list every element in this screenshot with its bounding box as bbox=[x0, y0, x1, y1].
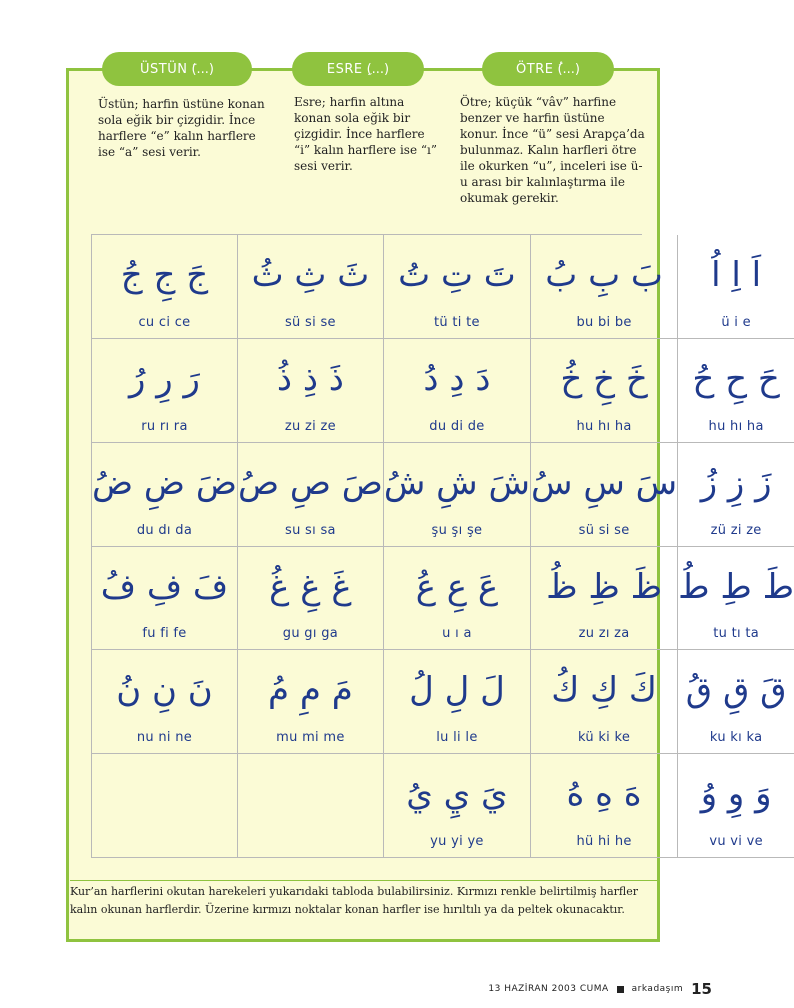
harf-cell bbox=[91, 754, 238, 858]
harf-cell bbox=[678, 339, 794, 443]
arabic-letters: جَ جِ جُ bbox=[120, 255, 209, 295]
footnote: Kur’an harflerini okutan harekeleri yukarıdaki tabloda bulabilirsiniz. Kırmızı renkle belirtilmiş harfler kalın okunan harflerdir. Üzerine kırmızı noktalar konan harfler ise hırıltılı ya da peltek okunacaktır. bbox=[70, 880, 658, 919]
harf-cell bbox=[384, 547, 531, 651]
arabic-letters: خَ خِ خُ bbox=[560, 358, 648, 399]
latin-reading: lu li le bbox=[436, 730, 478, 746]
arabic-letters: ذَ ذِ ذُ bbox=[276, 358, 344, 399]
arabic-letters: شَ شِ شُ bbox=[383, 462, 531, 503]
harf-cell bbox=[238, 754, 384, 858]
page-footer bbox=[488, 980, 712, 998]
harf-cell bbox=[238, 547, 384, 651]
arabic-letters: ظَ ظِ ظُ bbox=[546, 566, 663, 607]
otre-label: ÖTRE bbox=[516, 61, 554, 77]
harf-cell bbox=[678, 443, 794, 547]
latin-reading: ru rı ra bbox=[141, 418, 188, 434]
harf-cell bbox=[91, 443, 238, 547]
harf-cell bbox=[531, 547, 678, 651]
arabic-letters: صَ صِ صُ bbox=[237, 462, 383, 503]
arabic-letters: يَ يِ يُ bbox=[406, 774, 508, 815]
arabic-letters: تَ تِ تُ bbox=[398, 255, 516, 295]
harf-table bbox=[91, 234, 794, 858]
harf-cell bbox=[678, 650, 794, 754]
arabic-letters: نَ نِ نُ bbox=[116, 670, 213, 711]
latin-reading: tu tı ta bbox=[713, 626, 760, 642]
arabic-letters: مَ مِ مُ bbox=[268, 670, 353, 711]
arabic-letters: كَ كِ كُ bbox=[551, 670, 657, 711]
latin-reading: cu ci ce bbox=[138, 314, 191, 330]
latin-reading: kü ki ke bbox=[577, 730, 631, 746]
latin-reading: nu ni ne bbox=[136, 730, 193, 746]
harf-cell bbox=[91, 547, 238, 651]
latin-reading: du di de bbox=[429, 418, 485, 434]
harf-cell bbox=[384, 754, 531, 858]
otre-header bbox=[482, 52, 614, 86]
latin-reading: mu mi me bbox=[276, 730, 345, 746]
latin-reading: su sı sa bbox=[285, 522, 336, 538]
arabic-letters: دَ دِ دُ bbox=[423, 358, 491, 399]
latin-reading: bu bi be bbox=[576, 314, 632, 330]
latin-reading: fu fi fe bbox=[142, 626, 187, 642]
page-number: 15 bbox=[691, 980, 712, 998]
esre-header bbox=[292, 52, 424, 86]
harf-cell bbox=[678, 547, 794, 651]
arabic-letters: غَ غِ غُ bbox=[269, 566, 352, 607]
latin-reading: şu şı şe bbox=[431, 522, 483, 538]
harf-cell bbox=[678, 754, 794, 858]
latin-reading: du dı da bbox=[136, 522, 193, 538]
latin-reading: zü zi ze bbox=[710, 522, 762, 538]
harf-cell bbox=[384, 443, 531, 547]
harf-cell bbox=[384, 650, 531, 754]
latin-reading: sü si se bbox=[578, 522, 630, 538]
harf-cell bbox=[384, 339, 531, 443]
latin-reading: hü hi he bbox=[576, 834, 632, 849]
arabic-letters: ضَ ضِ ضُ bbox=[92, 462, 237, 503]
harf-cell bbox=[678, 235, 794, 339]
harf-cell bbox=[91, 235, 238, 339]
arabic-letters: عَ عِ عُ bbox=[415, 566, 499, 607]
latin-reading: zu zi ze bbox=[284, 418, 336, 434]
arabic-letters: زَ زِ زُ bbox=[700, 462, 772, 503]
latin-reading: gu gı ga bbox=[282, 626, 339, 642]
latin-reading: ku kı ka bbox=[709, 730, 763, 746]
harf-cell bbox=[238, 650, 384, 754]
latin-reading: yu yi ye bbox=[430, 834, 484, 849]
harf-cell bbox=[238, 235, 384, 339]
separator-square bbox=[617, 986, 624, 993]
ustun-label: ÜSTÜN bbox=[140, 61, 188, 77]
ustun-mark: (َ...) bbox=[191, 61, 214, 77]
arabic-letters: طَ طِ طُ bbox=[678, 566, 794, 607]
harf-cell bbox=[531, 754, 678, 858]
publication-name: arkadaşım bbox=[631, 984, 684, 994]
arabic-letters: فَ فِ فُ bbox=[100, 566, 229, 607]
latin-reading: u ı a bbox=[442, 626, 472, 642]
ustun-header bbox=[102, 52, 252, 86]
arabic-letters: وَ وِ وُ bbox=[700, 774, 772, 815]
harf-cell bbox=[531, 443, 678, 547]
harf-cell bbox=[384, 235, 531, 339]
latin-reading: zu zı za bbox=[578, 626, 630, 642]
latin-reading: ü i e bbox=[721, 314, 751, 330]
arabic-letters: رَ رِ رُ bbox=[129, 358, 200, 399]
harf-cell bbox=[91, 339, 238, 443]
arabic-letters: قَ قِ قُ bbox=[685, 670, 787, 711]
arabic-letters: سَ سِ سُ bbox=[531, 462, 678, 503]
otre-description: Ötre; küçük “vâv” harfine benzer ve harfin üstüne konur. İnce “ü” sesi Arapça’da bulunmaz. Kalın harfleri ötre ile okurken “u”, inceleri ise ü-u arası bir kalınlaştırma ile okumak gerekir. bbox=[460, 95, 645, 205]
esre-label: ESRE bbox=[326, 61, 363, 77]
arabic-letters: اَ اِ اُ bbox=[711, 255, 762, 295]
otre-mark: (ُ...) bbox=[557, 61, 580, 77]
arabic-letters: لَ لِ لُ bbox=[409, 670, 505, 711]
latin-reading: hu hı ha bbox=[708, 418, 764, 434]
arabic-letters: هَ هِ هُ bbox=[566, 774, 642, 815]
arabic-letters: بَ بِ بُ bbox=[545, 255, 663, 295]
harf-cell bbox=[531, 235, 678, 339]
esre-mark: (ِ...) bbox=[366, 61, 390, 77]
ustun-description: Üstün; harfin üstüne konan sola eğik bir çizgidir. İnce harflere “e” kalın harflere ise “a” sesi verir. bbox=[98, 97, 265, 159]
harf-cell bbox=[238, 443, 384, 547]
latin-reading: vu vi ve bbox=[709, 834, 763, 849]
latin-reading: hu hı ha bbox=[576, 418, 632, 434]
arabic-letters: ثَ ثِ ثُ bbox=[251, 255, 370, 295]
issue-date: 13 HAZİRAN 2003 CUMA bbox=[488, 984, 609, 994]
harf-cell bbox=[531, 339, 678, 443]
harf-cell bbox=[91, 650, 238, 754]
latin-reading: tü ti te bbox=[434, 314, 480, 330]
harf-cell bbox=[531, 650, 678, 754]
harf-cell bbox=[238, 339, 384, 443]
latin-reading: sü si se bbox=[284, 314, 336, 330]
esre-description: Esre; harfin altına konan sola eğik bir çizgidir. İnce harflere “i” kalın harflere ise “ı” sesi verir. bbox=[294, 95, 437, 173]
arabic-letters: حَ حِ حُ bbox=[692, 358, 780, 399]
